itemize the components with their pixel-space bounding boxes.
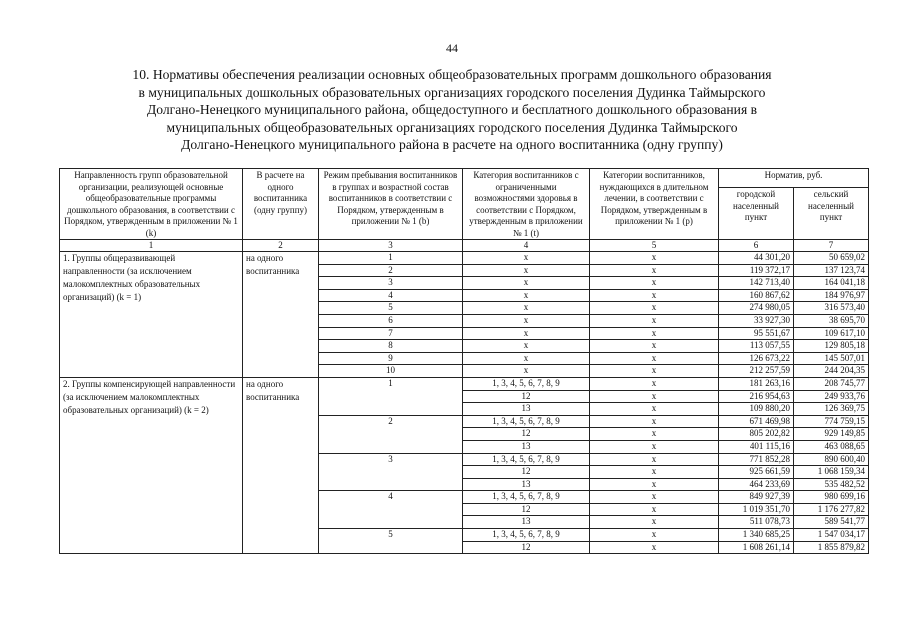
header-per: В расчете на одного воспитанника (одну группу) — [243, 169, 319, 240]
urban-norm-cell: 33 927,30 — [719, 314, 794, 327]
urban-norm-cell: 1 340 685,25 — [719, 529, 794, 542]
treatment-category-cell: х — [590, 252, 719, 265]
health-category-cell: 1, 3, 4, 5, 6, 7, 8, 9 — [463, 491, 590, 504]
regime-cell: 1 — [319, 252, 463, 265]
column-numbers-row — [60, 240, 869, 252]
header-urban: городской населенный пункт — [719, 188, 794, 240]
regime-cell: 3 — [319, 453, 463, 491]
treatment-category-cell: х — [590, 516, 719, 529]
urban-norm-cell: 771 852,28 — [719, 453, 794, 466]
norms-table — [59, 168, 869, 554]
title-line: в муниципальных дошкольных образовательных организациях городского поселения Дудинка Таймырского — [138, 84, 766, 100]
health-category-cell: х — [463, 365, 590, 378]
health-category-cell: 13 — [463, 516, 590, 529]
urban-norm-cell: 109 880,20 — [719, 403, 794, 416]
treatment-category-cell: х — [590, 453, 719, 466]
urban-norm-cell: 401 115,16 — [719, 440, 794, 453]
group-per: на одного воспитанника — [243, 252, 319, 378]
treatment-category-cell: х — [590, 440, 719, 453]
treatment-category-cell: х — [590, 314, 719, 327]
regime-cell: 6 — [319, 314, 463, 327]
urban-norm-cell: 95 551,67 — [719, 327, 794, 340]
rural-norm-cell: 126 369,75 — [794, 403, 869, 416]
table-header — [60, 169, 869, 252]
regime-cell: 2 — [319, 415, 463, 453]
treatment-category-cell: х — [590, 529, 719, 542]
urban-norm-cell: 274 980,05 — [719, 302, 794, 315]
treatment-category-cell: х — [590, 390, 719, 403]
rural-norm-cell: 1 176 277,82 — [794, 503, 869, 516]
header-category-treatment: Категории воспитанников, нуждающихся в длительном лечении, в соответствии с Порядком, утвержденным в приложении № 1 (p) — [590, 169, 719, 240]
health-category-cell: 13 — [463, 403, 590, 416]
title-line: муниципальных общеобразовательных организациях городского поселения Дудинка Таймырского — [166, 119, 738, 135]
group-per: на одного воспитанника — [243, 377, 319, 553]
urban-norm-cell: 925 661,59 — [719, 466, 794, 479]
health-category-cell: х — [463, 252, 590, 265]
treatment-category-cell: х — [590, 377, 719, 390]
page-number: 44 — [446, 41, 458, 55]
health-category-cell: х — [463, 277, 590, 290]
table-body — [60, 252, 869, 554]
health-category-cell: 1, 3, 4, 5, 6, 7, 8, 9 — [463, 377, 590, 390]
rural-norm-cell: 980 699,16 — [794, 491, 869, 504]
rural-norm-cell: 1 547 034,17 — [794, 529, 869, 542]
health-category-cell: 1, 3, 4, 5, 6, 7, 8, 9 — [463, 415, 590, 428]
rural-norm-cell: 463 088,65 — [794, 440, 869, 453]
regime-cell: 10 — [319, 365, 463, 378]
health-category-cell: х — [463, 289, 590, 302]
urban-norm-cell: 113 057,55 — [719, 340, 794, 353]
treatment-category-cell: х — [590, 302, 719, 315]
regime-cell: 4 — [319, 491, 463, 529]
header-category-health: Категория воспитанников с ограниченными возможностями здоровья в соответствии с Порядком, утвержденным в приложении № 1 (t) — [463, 169, 590, 240]
health-category-cell: х — [463, 264, 590, 277]
treatment-category-cell: х — [590, 466, 719, 479]
regime-cell: 2 — [319, 264, 463, 277]
column-number: 1 — [60, 240, 243, 252]
urban-norm-cell: 44 301,20 — [719, 252, 794, 265]
rural-norm-cell: 184 976,97 — [794, 289, 869, 302]
treatment-category-cell: х — [590, 340, 719, 353]
rural-norm-cell: 589 541,77 — [794, 516, 869, 529]
urban-norm-cell: 1 608 261,14 — [719, 541, 794, 554]
health-category-cell: х — [463, 302, 590, 315]
rural-norm-cell: 1 855 879,82 — [794, 541, 869, 554]
urban-norm-cell: 849 927,39 — [719, 491, 794, 504]
column-number: 6 — [719, 240, 794, 252]
treatment-category-cell: х — [590, 365, 719, 378]
rural-norm-cell: 929 149,85 — [794, 428, 869, 441]
health-category-cell: 13 — [463, 440, 590, 453]
health-category-cell: 12 — [463, 503, 590, 516]
rural-norm-cell: 774 759,15 — [794, 415, 869, 428]
title-line: 10. Нормативы обеспечения реализации основных общеобразовательных программ дошкольного образования — [132, 67, 772, 82]
health-category-cell: х — [463, 327, 590, 340]
document-title — [60, 66, 844, 154]
rural-norm-cell: 50 659,02 — [794, 252, 869, 265]
table-row — [60, 252, 869, 265]
urban-norm-cell: 464 233,69 — [719, 478, 794, 491]
rural-norm-cell: 137 123,74 — [794, 264, 869, 277]
treatment-category-cell: х — [590, 352, 719, 365]
regime-cell: 9 — [319, 352, 463, 365]
urban-norm-cell: 671 469,98 — [719, 415, 794, 428]
health-category-cell: 1, 3, 4, 5, 6, 7, 8, 9 — [463, 453, 590, 466]
rural-norm-cell: 129 805,18 — [794, 340, 869, 353]
treatment-category-cell: х — [590, 277, 719, 290]
rural-norm-cell: 145 507,01 — [794, 352, 869, 365]
health-category-cell: 12 — [463, 390, 590, 403]
rural-norm-cell: 208 745,77 — [794, 377, 869, 390]
treatment-category-cell: х — [590, 415, 719, 428]
rural-norm-cell: 164 041,18 — [794, 277, 869, 290]
rural-norm-cell: 316 573,40 — [794, 302, 869, 315]
health-category-cell: х — [463, 352, 590, 365]
urban-norm-cell: 126 673,22 — [719, 352, 794, 365]
regime-cell: 8 — [319, 340, 463, 353]
health-category-cell: 12 — [463, 541, 590, 554]
column-number: 5 — [590, 240, 719, 252]
regime-cell: 4 — [319, 289, 463, 302]
column-number: 7 — [794, 240, 869, 252]
health-category-cell: х — [463, 340, 590, 353]
rural-norm-cell: 890 600,40 — [794, 453, 869, 466]
urban-norm-cell: 160 867,62 — [719, 289, 794, 302]
header-rural: сельский населенный пункт — [794, 188, 869, 240]
column-number: 3 — [319, 240, 463, 252]
regime-cell: 5 — [319, 529, 463, 554]
regime-cell: 1 — [319, 377, 463, 415]
treatment-category-cell: х — [590, 327, 719, 340]
urban-norm-cell: 119 372,17 — [719, 264, 794, 277]
rural-norm-cell: 38 695,70 — [794, 314, 869, 327]
urban-norm-cell: 212 257,59 — [719, 365, 794, 378]
treatment-category-cell: х — [590, 264, 719, 277]
health-category-cell: 1, 3, 4, 5, 6, 7, 8, 9 — [463, 529, 590, 542]
urban-norm-cell: 142 713,40 — [719, 277, 794, 290]
health-category-cell: 13 — [463, 478, 590, 491]
group-direction: 1. Группы общеразвивающей направленности (за исключением малокомплектных образовательных организаций) (k = 1) — [60, 252, 243, 378]
title-line: Долгано-Ненецкого муниципального района в расчете на одного воспитанника (одну группу) — [181, 137, 723, 152]
urban-norm-cell: 216 954,63 — [719, 390, 794, 403]
urban-norm-cell: 805 202,82 — [719, 428, 794, 441]
treatment-category-cell: х — [590, 289, 719, 302]
urban-norm-cell: 181 263,16 — [719, 377, 794, 390]
group-direction: 2. Группы компенсирующей направленности (за исключением малокомплектных образовательных организаций) (k = 2) — [60, 377, 243, 553]
health-category-cell: 12 — [463, 466, 590, 479]
treatment-category-cell: х — [590, 541, 719, 554]
column-number: 4 — [463, 240, 590, 252]
regime-cell: 5 — [319, 302, 463, 315]
treatment-category-cell: х — [590, 428, 719, 441]
header-regime: Режим пребывания воспитанников в группах и возрастной состав воспитанников в соответствии с Порядком, утвержденным в приложении № 1 (b) — [319, 169, 463, 240]
treatment-category-cell: х — [590, 503, 719, 516]
rural-norm-cell: 535 482,52 — [794, 478, 869, 491]
title-line: Долгано-Ненецкого муниципального района, общедоступного и бесплатного дошкольного образования в — [146, 102, 758, 117]
treatment-category-cell: х — [590, 403, 719, 416]
rural-norm-cell: 109 617,10 — [794, 327, 869, 340]
urban-norm-cell: 511 078,73 — [719, 516, 794, 529]
treatment-category-cell: х — [590, 491, 719, 504]
rural-norm-cell: 249 933,76 — [794, 390, 869, 403]
header-direction: Направленность групп образовательной организации, реализующей основные общеобразовательные программы дошкольного образования, в соответствии с Порядком, утвержденным в приложении № 1 (k) — [60, 169, 243, 240]
treatment-category-cell: х — [590, 478, 719, 491]
column-number: 2 — [243, 240, 319, 252]
regime-cell: 7 — [319, 327, 463, 340]
rural-norm-cell: 244 204,35 — [794, 365, 869, 378]
rural-norm-cell: 1 068 159,34 — [794, 466, 869, 479]
urban-norm-cell: 1 019 351,70 — [719, 503, 794, 516]
regime-cell: 3 — [319, 277, 463, 290]
health-category-cell: х — [463, 314, 590, 327]
header-norm: Норматив, руб. — [719, 169, 869, 188]
table-row — [60, 377, 869, 390]
health-category-cell: 12 — [463, 428, 590, 441]
